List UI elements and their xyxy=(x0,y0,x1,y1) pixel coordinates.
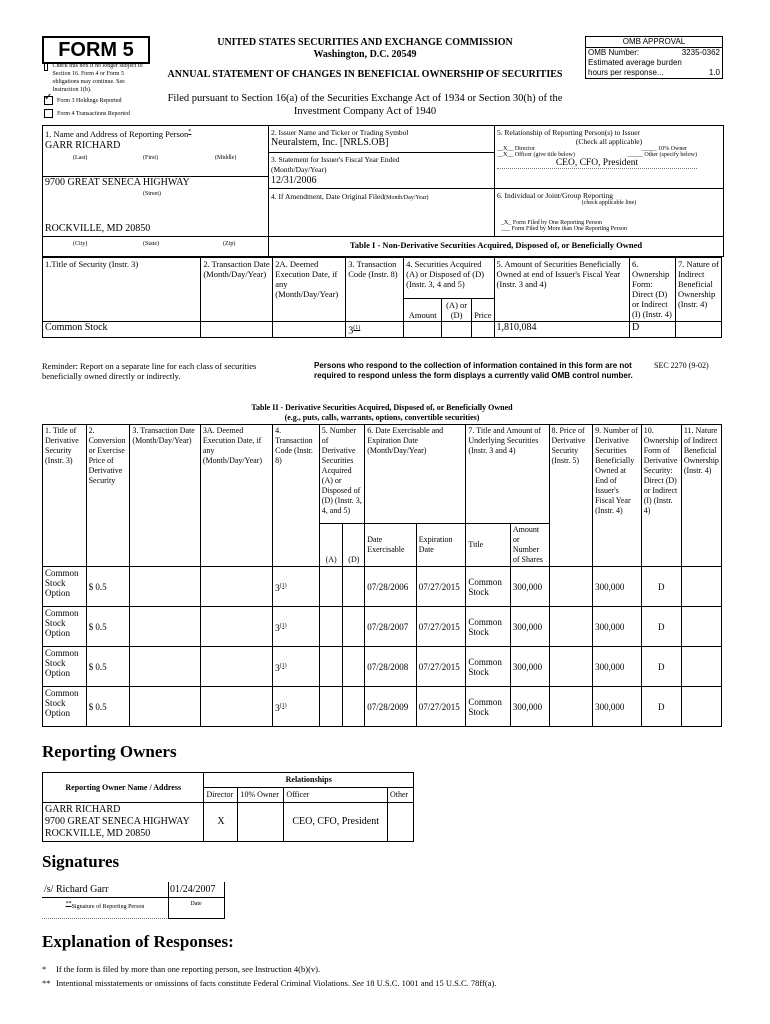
t1-row-ad xyxy=(442,322,472,338)
note-2-mark: ** xyxy=(42,978,51,988)
t2-form: D xyxy=(641,647,681,687)
t1-h4-price: Price xyxy=(472,299,494,322)
city-value: ROCKVILLE, MD 20850 xyxy=(45,223,151,234)
t2-h2: 2. Conversion or Exercise Price of Derivative Security xyxy=(86,425,130,567)
t1-row-code-footnote[interactable]: (1) xyxy=(353,325,361,331)
owners-col-director: Director xyxy=(204,788,238,803)
t1-row-code xyxy=(346,322,404,338)
t2-date xyxy=(130,647,200,687)
t2-code xyxy=(273,647,320,687)
no-longer-subject-label: Check this box if no longer subject to Section 16. Form 4 or Form 5 obligations may continue. See Instruction 1(b). xyxy=(52,63,143,93)
form3-holdings-label: Form 3 Holdings Reported xyxy=(57,97,122,104)
zip-label: (Zip) xyxy=(223,241,236,247)
owner-director: X xyxy=(204,803,238,842)
form3-holdings-checkbox[interactable] xyxy=(44,96,53,105)
omb-approval-box xyxy=(585,36,723,79)
first-label: (First) xyxy=(143,155,158,161)
table-row xyxy=(43,647,722,687)
t2-h3a: 3A. Deemed Execution Date, if any (Month/Day/Year) xyxy=(200,425,272,567)
omb-number-label: OMB Number: xyxy=(588,48,640,57)
t2-h7b: Amount or Number of Shares xyxy=(510,524,549,567)
middle-label: (Middle) xyxy=(215,155,237,161)
section-4 xyxy=(269,189,495,236)
table1-title: Table I - Non-Derivative Securities Acquired, Disposed of, or Beneficially Owned xyxy=(349,240,643,250)
t2-price8 xyxy=(549,687,593,727)
t1-row-date xyxy=(201,322,273,338)
t2-owned: 300,000 xyxy=(593,647,642,687)
omb-notice: Persons who respond to the collection of information contained in this form are not required to respond unless the form displays a currently valid OMB control number. xyxy=(314,361,633,380)
ten-percent-line: _____ 10% Owner xyxy=(641,146,687,152)
t2-u-title: Common Stock xyxy=(466,567,510,607)
owner-10pct xyxy=(238,803,284,842)
agency-city: Washington, D.C. 20549 xyxy=(313,49,417,60)
section-4-label: 4. If Amendment, Date Original Filed xyxy=(271,192,385,201)
signatures-heading: Signatures xyxy=(42,852,120,871)
t2-code-footnote[interactable]: (1) xyxy=(279,702,287,709)
t1-h2a: 2A. Deemed Execution Date, if any (Month/Day/Year) xyxy=(273,258,346,322)
filed-pursuant xyxy=(150,92,580,118)
t2-code-value: 3 xyxy=(275,582,280,593)
t2-code xyxy=(273,687,320,727)
table-2-subtitle: (e.g., puts, calls, warrants, options, convertible securities) xyxy=(284,413,480,422)
t2-date xyxy=(130,607,200,647)
t2-h6: 6. Date Exercisable and Expiration Date (Month/Day/Year) xyxy=(365,425,466,524)
section-6 xyxy=(495,189,723,236)
agency-heading xyxy=(150,37,580,81)
section-1 xyxy=(43,126,269,256)
t1-row-price xyxy=(472,322,494,338)
t2-h6a: Date Exercisable xyxy=(365,524,417,567)
t1-h4-ad: (A) or (D) xyxy=(442,299,472,322)
t2-date xyxy=(130,567,200,607)
t2-deemed xyxy=(200,647,272,687)
note-2-citation: 18 U.S.C. 1001 and 15 U.S.C. 78ff(a). xyxy=(366,978,497,988)
no-longer-subject-checkbox[interactable] xyxy=(44,62,48,71)
t2-h5: 5. Number of Derivative Securities Acquired (A) or Disposed of (D) (Instr. 3, 4, and 5) xyxy=(319,425,364,524)
t2-exercisable: 07/28/2006 xyxy=(365,567,417,607)
t2-price: $ 0.5 xyxy=(86,647,130,687)
issuer-name: Neuralstem, Inc. [NRLS.OB] xyxy=(271,137,389,148)
t2-price8 xyxy=(549,647,593,687)
t2-a xyxy=(319,607,343,647)
t1-row-owned: 1,810,084 xyxy=(494,322,629,338)
owner-city: ROCKVILLE, MD 20850 xyxy=(45,828,151,839)
signature-date-block xyxy=(168,882,225,919)
t2-d xyxy=(343,607,365,647)
t2-form: D xyxy=(641,567,681,607)
omb-hours-label: hours per response... xyxy=(588,68,664,77)
reporting-owners-heading: Reporting Owners xyxy=(42,742,177,761)
one-person-line: _X_ Form Filed by One Reporting Person xyxy=(501,220,602,226)
t1-h4-amount: Amount xyxy=(404,299,442,322)
city-label: (City) xyxy=(73,241,88,247)
section-5-sub: (Check all applicable) xyxy=(575,137,643,146)
table-row xyxy=(43,322,722,338)
t2-nature xyxy=(681,607,721,647)
table-2-title xyxy=(42,403,722,423)
t2-h6b: Expiration Date xyxy=(416,524,466,567)
t1-row-form: D xyxy=(630,322,676,338)
t2-deemed xyxy=(200,567,272,607)
section-5-label: 5. Relationship of Reporting Person(s) to Issuer xyxy=(497,128,641,137)
last-label: (Last) xyxy=(73,155,88,161)
t2-u-amount: 300,000 xyxy=(510,567,549,607)
t1-h2: 2. Transaction Date (Month/Day/Year) xyxy=(201,258,273,322)
section-1-footnote: * xyxy=(188,129,192,136)
t2-price8 xyxy=(549,567,593,607)
section-1-label: 1. Name and Address of Reporting Person xyxy=(45,129,189,139)
t2-code-footnote[interactable]: (1) xyxy=(279,622,287,629)
form4-transactions-label: Form 4 Transactions Reported xyxy=(57,110,130,117)
t2-u-title: Common Stock xyxy=(466,607,510,647)
t1-h7: 7. Nature of Indirect Beneficial Ownership (Instr. 4) xyxy=(675,258,721,322)
t2-code-value: 3 xyxy=(275,662,280,673)
t1-h6: 6. Ownership Form: Direct (D) or Indirect (I) (Instr. 4) xyxy=(630,258,676,322)
signature-date-label: Date xyxy=(190,901,202,907)
signature-label: Signature of Reporting Person xyxy=(71,904,145,910)
t2-u-title: Common Stock xyxy=(466,687,510,727)
section-3 xyxy=(269,153,495,189)
t2-h11: 11. Nature of Indirect Beneficial Ownership (Instr. 4) xyxy=(681,425,721,567)
t2-h8: 8. Price of Derivative Security (Instr. 5) xyxy=(549,425,593,567)
t2-exercisable: 07/28/2007 xyxy=(365,607,417,647)
t2-u-amount: 300,000 xyxy=(510,687,549,727)
section-6-label: 6. Individual or Joint/Group Reporting xyxy=(497,191,614,200)
signature-date: 01/24/2007 xyxy=(168,882,224,898)
t1-row-amount xyxy=(404,322,442,338)
table-2-body xyxy=(43,567,722,727)
t2-h7a: Title xyxy=(466,524,510,567)
t2-code-footnote[interactable]: (1) xyxy=(279,662,287,669)
note-2-text: Intentional misstatements or omissions of facts constitute Federal Criminal Violations. xyxy=(56,978,350,988)
t2-date xyxy=(130,687,200,727)
sec-code: SEC 2270 (9-02) xyxy=(654,361,709,370)
reporting-grid xyxy=(42,125,724,257)
filed-line-2: Investment Company Act of 1940 xyxy=(293,106,437,117)
t2-title: Common Stock Option xyxy=(43,567,87,607)
t2-d xyxy=(343,647,365,687)
t2-price: $ 0.5 xyxy=(86,687,130,727)
form4-transactions-checkbox[interactable] xyxy=(44,109,53,118)
owners-col-other: Other xyxy=(387,788,413,803)
signature-footnote: ** xyxy=(65,901,72,907)
t2-price8 xyxy=(549,607,593,647)
t2-code xyxy=(273,567,320,607)
t2-h9: 9. Number of Derivative Securities Beneficially Owned at End of Issuer's Fiscal Year (Instr. 4) xyxy=(593,425,642,567)
t2-code-value: 3 xyxy=(275,702,280,713)
explanation-heading: Explanation of Responses: xyxy=(42,932,234,951)
t2-exercisable: 07/28/2009 xyxy=(365,687,417,727)
t1-h3: 3. Transaction Code (Instr. 8) xyxy=(346,258,404,322)
t2-a xyxy=(319,567,343,607)
other-line: _____ Other (specify below) xyxy=(627,152,697,158)
reporting-person-name: GARR RICHARD xyxy=(45,140,121,151)
more-persons-line: ___ Form Filed by More than One Reporting Person xyxy=(501,226,627,232)
t2-owned: 300,000 xyxy=(593,567,642,607)
t2-form: D xyxy=(641,607,681,647)
t2-u-amount: 300,000 xyxy=(510,607,549,647)
table-row xyxy=(43,803,414,842)
explanation-notes xyxy=(42,962,722,990)
t2-u-amount: 300,000 xyxy=(510,647,549,687)
t2-title: Common Stock Option xyxy=(43,647,87,687)
state-label: (State) xyxy=(143,241,159,247)
section-3-label: 3. Statement for Issuer's Fiscal Year Ended (Month/Day/Year) xyxy=(271,155,400,174)
t2-title: Common Stock Option xyxy=(43,607,87,647)
agency-name: UNITED STATES SECURITIES AND EXCHANGE COMMISSION xyxy=(217,37,513,48)
t2-h5a: (A) xyxy=(319,524,343,567)
table-2 xyxy=(42,424,722,727)
director-line: __X__ Director xyxy=(497,146,535,152)
form-title: FORM 5 xyxy=(58,39,134,61)
street-value: 9700 GREAT SENECA HIGHWAY xyxy=(45,177,190,188)
t2-h3: 3. Transaction Date (Month/Day/Year) xyxy=(130,425,200,567)
t2-owned: 300,000 xyxy=(593,607,642,647)
owner-name-address xyxy=(43,803,204,842)
t2-nature xyxy=(681,567,721,607)
t2-expiration: 07/27/2015 xyxy=(416,687,466,727)
officer-line: __X__ Officer (give title below) xyxy=(497,152,575,158)
t1-row-title: Common Stock xyxy=(43,322,201,338)
form-title-box xyxy=(42,36,150,64)
note-1 xyxy=(42,962,722,976)
t2-code-footnote[interactable]: (1) xyxy=(279,582,287,589)
table-2-title-text: Table II - Derivative Securities Acquired, Disposed of, or Beneficially Owned xyxy=(251,403,513,412)
t2-h7: 7. Title and Amount of Underlying Securities (Instr. 3 and 4) xyxy=(466,425,549,524)
section-4-sub: (Month/Day/Year) xyxy=(384,195,429,201)
note-2-see: See xyxy=(352,978,364,988)
form-checkboxes xyxy=(44,62,150,118)
officer-title: CEO, CFO, President xyxy=(497,158,697,169)
t2-a xyxy=(319,647,343,687)
t2-expiration: 07/27/2015 xyxy=(416,607,466,647)
table-row xyxy=(43,567,722,607)
owner-name: GARR RICHARD xyxy=(45,804,121,815)
t1-h5: 5. Amount of Securities Beneficially Owned at end of Issuer's Fiscal Year (Instr. 3 and 4) xyxy=(494,258,629,322)
t2-h10: 10. Ownership Form of Derivative Security: Direct (D) or Indirect (I) (Instr. 4) xyxy=(641,425,681,567)
filed-line-1: Filed pursuant to Section 16(a) of the Securities Exchange Act of 1934 or Section 30(h) of the xyxy=(167,93,563,104)
signature-block xyxy=(42,882,169,919)
t1-row-nature xyxy=(675,322,721,338)
t2-h1: 1. Title of Derivative Security (Instr. 3) xyxy=(43,425,87,567)
section-6-sub: (check applicable line) xyxy=(581,200,637,206)
section-2-label: 2. Issuer Name and Ticker or Trading Symbol xyxy=(271,128,409,137)
reminder-text: Reminder: Report on a separate line for each class of securities beneficially owned directly or indirectly. xyxy=(42,361,257,381)
statement-title: ANNUAL STATEMENT OF CHANGES IN BENEFICIAL OWNERSHIP OF SECURITIES xyxy=(167,69,563,80)
t2-expiration: 07/27/2015 xyxy=(416,647,466,687)
owners-col-relationships: Relationships xyxy=(204,773,414,788)
owner-other xyxy=(387,803,413,842)
table-row xyxy=(43,607,722,647)
t2-d xyxy=(343,687,365,727)
reporting-owners-table xyxy=(42,772,414,842)
t2-u-title: Common Stock xyxy=(466,647,510,687)
omb-title: OMB APPROVAL xyxy=(586,37,722,48)
owners-col-10pct: 10% Owner xyxy=(238,788,284,803)
table-row xyxy=(43,687,722,727)
t2-price: $ 0.5 xyxy=(86,607,130,647)
section-2 xyxy=(269,126,495,153)
t2-code-value: 3 xyxy=(275,622,280,633)
t1-h1: 1.Title of Security (Instr. 3) xyxy=(43,258,201,322)
street-label: (Street) xyxy=(143,191,161,197)
t2-h4: 4. Transaction Code (Instr. 8) xyxy=(273,425,320,567)
signature-value: /s/ Richard Garr xyxy=(42,882,168,898)
t2-nature xyxy=(681,647,721,687)
note-1-mark: * xyxy=(42,964,47,974)
t2-a xyxy=(319,687,343,727)
section-5 xyxy=(495,126,723,189)
t1-row-deemed xyxy=(273,322,346,338)
t1-row-code-value: 3 xyxy=(348,325,354,337)
t2-price: $ 0.5 xyxy=(86,567,130,607)
omb-burden-label: Estimated average burden xyxy=(588,58,682,67)
t2-deemed xyxy=(200,607,272,647)
t2-h5d: (D) xyxy=(343,524,365,567)
table-1 xyxy=(42,257,722,338)
fiscal-year-end: 12/31/2006 xyxy=(271,175,317,186)
owner-street: 9700 GREAT SENECA HIGHWAY xyxy=(45,816,190,827)
omb-hours: 1.0 xyxy=(708,68,720,77)
owners-col-name: Reporting Owner Name / Address xyxy=(43,773,204,803)
owner-officer: CEO, CFO, President xyxy=(284,803,388,842)
t2-form: D xyxy=(641,687,681,727)
owners-col-officer: Officer xyxy=(284,788,388,803)
t2-d xyxy=(343,567,365,607)
note-2 xyxy=(42,976,722,990)
t2-exercisable: 07/28/2008 xyxy=(365,647,417,687)
t2-code xyxy=(273,607,320,647)
t2-expiration: 07/27/2015 xyxy=(416,567,466,607)
t2-title: Common Stock Option xyxy=(43,687,87,727)
omb-number: 3235-0362 xyxy=(681,48,720,57)
note-1-text: If the form is filed by more than one reporting person, see Instruction 4(b)(v). xyxy=(56,964,321,974)
t2-nature xyxy=(681,687,721,727)
t1-h4: 4. Securities Acquired (A) or Disposed of (D) (Instr. 3, 4 and 5) xyxy=(404,258,494,299)
t2-deemed xyxy=(200,687,272,727)
t2-owned: 300,000 xyxy=(593,687,642,727)
